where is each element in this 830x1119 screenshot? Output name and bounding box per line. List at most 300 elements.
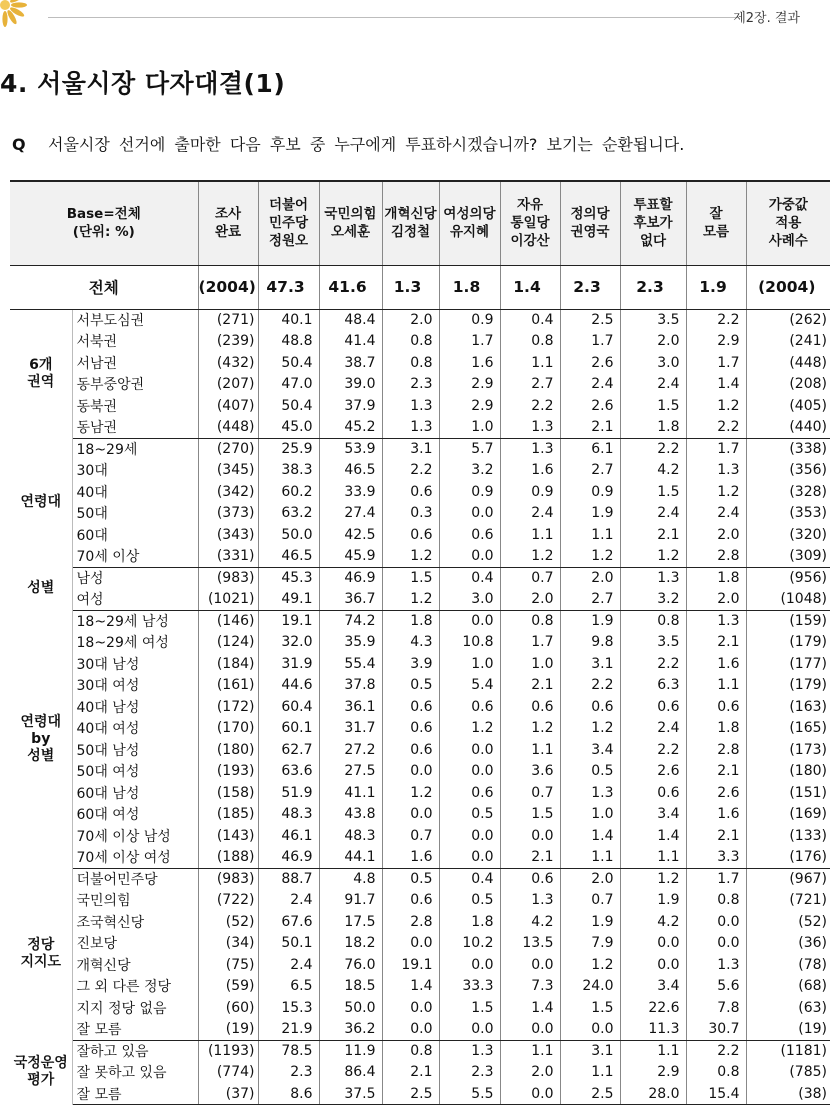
percent-cell: 32.0 [258, 632, 319, 654]
percent-cell: 1.7 [686, 438, 746, 460]
col-header-n [198, 181, 258, 265]
table-row [10, 976, 830, 998]
percent-cell: 36.1 [319, 696, 382, 718]
col-header-candidate-5 [500, 181, 560, 265]
percent-cell: 1.1 [620, 1040, 686, 1062]
percent-cell: 37.8 [319, 675, 382, 697]
header-line: 국민의힘 [324, 206, 377, 223]
sample-size-cell: (239) [198, 331, 258, 353]
table-row [10, 374, 830, 396]
percent-cell: 2.8 [686, 546, 746, 568]
sample-size-cell: (60) [198, 997, 258, 1019]
percent-cell: 0.9 [439, 481, 500, 503]
col-header-base [10, 181, 198, 265]
percent-cell: 2.4 [620, 374, 686, 396]
row-label: 60대 [76, 527, 108, 544]
percent-cell: 0.8 [500, 331, 560, 353]
group-label-line: 6개 [29, 356, 53, 373]
percent-cell: 37.9 [319, 395, 382, 417]
total-cell: 47.3 [258, 265, 319, 309]
header-line: 적용 [775, 215, 802, 232]
weighted-size-cell: (151) [746, 782, 830, 804]
percent-cell: 4.2 [500, 911, 560, 933]
percent-cell: 2.4 [500, 503, 560, 525]
percent-cell: 1.9 [560, 911, 620, 933]
sample-size-cell: (373) [198, 503, 258, 525]
percent-cell: 6.3 [620, 675, 686, 697]
percent-cell: 0.0 [382, 1019, 439, 1041]
percent-cell: 1.3 [500, 438, 560, 460]
weighted-size-cell: (63) [746, 997, 830, 1019]
table-row [10, 954, 830, 976]
row-label: 개혁신당 [76, 957, 131, 974]
percent-cell: 3.1 [560, 653, 620, 675]
header-line: 민주당 [268, 215, 309, 232]
percent-cell: 3.0 [439, 589, 500, 611]
percent-cell: 86.4 [319, 1062, 382, 1084]
percent-cell: 2.0 [500, 589, 560, 611]
percent-cell: 2.2 [620, 653, 686, 675]
percent-cell: 2.0 [686, 589, 746, 611]
group-label-line: 연령대 [20, 713, 62, 730]
percent-cell: 1.6 [686, 804, 746, 826]
header-line: 통일당 [510, 215, 550, 232]
row-label: 진보당 [76, 936, 118, 953]
percent-cell: 0.6 [560, 696, 620, 718]
group-label-line: by [31, 730, 51, 747]
weighted-size-cell: (721) [746, 890, 830, 912]
percent-cell: 5.4 [439, 675, 500, 697]
row-label: 60대 남성 [76, 785, 140, 802]
percent-cell: 0.5 [560, 761, 620, 783]
percent-cell: 1.5 [500, 804, 560, 826]
percent-cell: 0.0 [686, 933, 746, 955]
percent-cell: 2.1 [620, 524, 686, 546]
percent-cell: 0.8 [620, 610, 686, 632]
percent-cell: 3.4 [620, 804, 686, 826]
table-row [10, 503, 830, 525]
percent-cell: 2.1 [686, 761, 746, 783]
percent-cell: 50.1 [258, 933, 319, 955]
percent-cell: 1.7 [439, 331, 500, 353]
percent-cell: 42.5 [319, 524, 382, 546]
percent-cell: 1.2 [686, 395, 746, 417]
table-row [10, 460, 830, 482]
percent-cell: 50.4 [258, 395, 319, 417]
percent-cell: 2.4 [258, 954, 319, 976]
percent-cell: 0.0 [500, 1019, 560, 1041]
percent-cell: 1.2 [686, 481, 746, 503]
percent-cell: 0.7 [382, 825, 439, 847]
percent-cell: 1.2 [620, 868, 686, 890]
group-label-line: 연령대 [20, 494, 62, 510]
percent-cell: 0.6 [439, 696, 500, 718]
col-header-weighted-n [746, 181, 830, 265]
percent-cell: 45.9 [319, 546, 382, 568]
percent-cell: 2.1 [500, 847, 560, 869]
row-label: 40대 여성 [76, 721, 140, 738]
percent-cell: 1.3 [686, 954, 746, 976]
header-line: 자유 [516, 197, 544, 214]
percent-cell: 27.4 [319, 503, 382, 525]
row-label: 동부중앙권 [76, 377, 145, 394]
row-label: 잘 못하고 있음 [76, 1065, 167, 1082]
weighted-size-cell: (36) [746, 933, 830, 955]
percent-cell: 33.3 [439, 976, 500, 998]
percent-cell: 1.2 [439, 718, 500, 740]
percent-cell: 1.3 [382, 417, 439, 439]
weighted-size-cell: (785) [746, 1062, 830, 1084]
percent-cell: 1.4 [500, 997, 560, 1019]
group-label-line: 평가 [27, 1072, 55, 1089]
percent-cell: 2.9 [439, 374, 500, 396]
row-label: 30대 남성 [76, 656, 140, 673]
percent-cell: 3.4 [560, 739, 620, 761]
percent-cell: 1.4 [620, 825, 686, 847]
table-row [10, 868, 830, 890]
percent-cell: 1.2 [560, 718, 620, 740]
percent-cell: 0.0 [439, 610, 500, 632]
percent-cell: 63.2 [258, 503, 319, 525]
percent-cell: 0.0 [382, 997, 439, 1019]
col-header-candidate-3 [382, 181, 439, 265]
sample-size-cell: (983) [198, 868, 258, 890]
weighted-size-cell: (179) [746, 675, 830, 697]
percent-cell: 21.9 [258, 1019, 319, 1041]
group-label-line: 지지도 [20, 954, 62, 970]
percent-cell: 1.6 [500, 460, 560, 482]
percent-cell: 78.5 [258, 1040, 319, 1062]
percent-cell: 2.0 [382, 309, 439, 331]
percent-cell: 2.3 [439, 1062, 500, 1084]
percent-cell: 1.1 [560, 1062, 620, 1084]
percent-cell: 0.0 [500, 954, 560, 976]
percent-cell: 0.8 [382, 352, 439, 374]
percent-cell: 2.8 [686, 739, 746, 761]
percent-cell: 1.4 [382, 976, 439, 998]
weighted-size-cell: (19) [746, 1019, 830, 1041]
percent-cell: 46.9 [258, 847, 319, 869]
percent-cell: 5.6 [686, 976, 746, 998]
percent-cell: 46.1 [258, 825, 319, 847]
sample-size-cell: (34) [198, 933, 258, 955]
sample-size-cell: (1193) [198, 1040, 258, 1062]
percent-cell: 0.0 [686, 911, 746, 933]
page-title: 4. 서울시장 다자대결(1) [0, 69, 286, 98]
header-row [10, 181, 830, 265]
percent-cell: 7.3 [500, 976, 560, 998]
percent-cell: 18.2 [319, 933, 382, 955]
table-row [10, 481, 830, 503]
percent-cell: 0.6 [620, 782, 686, 804]
percent-cell: 2.2 [620, 438, 686, 460]
sample-size-cell: (207) [198, 374, 258, 396]
percent-cell: 49.1 [258, 589, 319, 611]
row-label: 국민의힘 [76, 893, 131, 910]
percent-cell: 0.9 [500, 481, 560, 503]
table-row [10, 675, 830, 697]
row-label: 서북권 [76, 334, 118, 351]
percent-cell: 41.4 [319, 331, 382, 353]
weighted-size-cell: (133) [746, 825, 830, 847]
percent-cell: 41.1 [319, 782, 382, 804]
percent-cell: 60.1 [258, 718, 319, 740]
percent-cell: 31.9 [258, 653, 319, 675]
row-label: 더불어민주당 [76, 872, 158, 888]
group-label-line: 정당 [27, 937, 55, 953]
percent-cell: 1.2 [382, 546, 439, 568]
percent-cell: 0.6 [439, 524, 500, 546]
percent-cell: 0.7 [560, 890, 620, 912]
weighted-size-cell: (448) [746, 352, 830, 374]
percent-cell: 33.9 [319, 481, 382, 503]
percent-cell: 1.6 [439, 352, 500, 374]
table-row [10, 546, 830, 568]
percent-cell: 7.8 [686, 997, 746, 1019]
header-line: 가중값 [768, 197, 808, 214]
percent-cell: 3.1 [560, 1040, 620, 1062]
sample-size-cell: (170) [198, 718, 258, 740]
percent-cell: 1.1 [686, 675, 746, 697]
percent-cell: 3.1 [382, 438, 439, 460]
percent-cell: 1.3 [500, 417, 560, 439]
percent-cell: 1.3 [686, 610, 746, 632]
percent-cell: 2.7 [500, 374, 560, 396]
percent-cell: 1.0 [439, 653, 500, 675]
percent-cell: 3.5 [620, 309, 686, 331]
table-row [10, 825, 830, 847]
sample-size-cell: (270) [198, 438, 258, 460]
percent-cell: 30.7 [686, 1019, 746, 1041]
percent-cell: 2.5 [560, 309, 620, 331]
percent-cell: 6.5 [258, 976, 319, 998]
percent-cell: 1.3 [500, 890, 560, 912]
sample-size-cell: (774) [198, 1062, 258, 1084]
table-row [10, 739, 830, 761]
header-line: 여성의당 [443, 206, 496, 223]
sample-size-cell: (52) [198, 911, 258, 933]
header-line: 정의당 [570, 206, 610, 223]
percent-cell: 22.6 [620, 997, 686, 1019]
percent-cell: 2.0 [560, 868, 620, 890]
percent-cell: 15.3 [258, 997, 319, 1019]
percent-cell: 40.1 [258, 309, 319, 331]
group-label [10, 868, 72, 1040]
percent-cell: 76.0 [319, 954, 382, 976]
percent-cell: 1.2 [382, 782, 439, 804]
percent-cell: 1.7 [560, 331, 620, 353]
table-row [10, 632, 830, 654]
sample-size-cell: (342) [198, 481, 258, 503]
sample-size-cell: (161) [198, 675, 258, 697]
weighted-size-cell: (163) [746, 696, 830, 718]
header-line: 없다 [639, 233, 667, 250]
percent-cell: 0.4 [439, 567, 500, 589]
percent-cell: 2.5 [382, 1083, 439, 1105]
total-cell: 1.9 [686, 265, 746, 309]
percent-cell: 1.6 [686, 653, 746, 675]
percent-cell: 0.4 [500, 309, 560, 331]
header-line: 김정철 [390, 224, 431, 241]
percent-cell: 91.7 [319, 890, 382, 912]
percent-cell: 3.3 [686, 847, 746, 869]
table-row [10, 1083, 830, 1105]
percent-cell: 2.0 [686, 524, 746, 546]
weighted-size-cell: (956) [746, 567, 830, 589]
percent-cell: 0.0 [560, 1019, 620, 1041]
percent-cell: 1.7 [500, 632, 560, 654]
table-row [10, 309, 830, 331]
percent-cell: 38.3 [258, 460, 319, 482]
header-line: 잘 [709, 206, 723, 223]
row-label: 30대 [76, 463, 108, 480]
percent-cell: 27.2 [319, 739, 382, 761]
table-row [10, 911, 830, 933]
percent-cell: 0.6 [500, 868, 560, 890]
row-label: 남성 [76, 571, 104, 587]
percent-cell: 2.6 [560, 395, 620, 417]
group-label [10, 610, 72, 868]
header-line: 투표할 [633, 197, 673, 214]
row-label: 잘 모름 [72, 1083, 198, 1105]
table-row [10, 933, 830, 955]
group-label-line: 성별 [27, 580, 55, 596]
row-label: 60대 여성 [76, 807, 140, 824]
percent-cell: 37.5 [319, 1083, 382, 1105]
weighted-size-cell: (176) [746, 847, 830, 869]
row-label: 40대 남성 [76, 699, 140, 716]
table-row [10, 610, 830, 632]
sample-size-cell: (343) [198, 524, 258, 546]
percent-cell: 2.7 [560, 589, 620, 611]
row-label: 18~29세 [76, 442, 138, 458]
percent-cell: 13.5 [500, 933, 560, 955]
percent-cell: 0.0 [620, 954, 686, 976]
row-label: 70세 이상 여성 [72, 847, 198, 869]
percent-cell: 1.9 [560, 503, 620, 525]
percent-cell: 2.0 [560, 567, 620, 589]
percent-cell: 2.1 [560, 417, 620, 439]
percent-cell: 0.0 [439, 546, 500, 568]
percent-cell: 0.0 [620, 933, 686, 955]
sample-size-cell: (448) [198, 417, 258, 439]
percent-cell: 11.9 [319, 1040, 382, 1062]
header-line: 오세훈 [330, 224, 371, 241]
table-row [10, 352, 830, 374]
percent-cell: 2.8 [382, 911, 439, 933]
total-cell: 1.3 [382, 265, 439, 309]
percent-cell: 2.9 [620, 1062, 686, 1084]
percent-cell: 28.0 [620, 1083, 686, 1105]
percent-cell: 1.5 [439, 997, 500, 1019]
percent-cell: 67.6 [258, 911, 319, 933]
percent-cell: 2.0 [500, 1062, 560, 1084]
percent-cell: 46.9 [319, 567, 382, 589]
percent-cell: 1.4 [560, 825, 620, 847]
row-label: 동북권 [76, 398, 118, 415]
percent-cell: 18.5 [319, 976, 382, 998]
table-row [10, 1019, 830, 1041]
header-line: 모름 [702, 224, 730, 241]
chapter-label: 제2장. 결과 [733, 11, 800, 26]
percent-cell: 63.6 [258, 761, 319, 783]
percent-cell: 0.0 [439, 761, 500, 783]
percent-cell: 45.0 [258, 417, 319, 439]
percent-cell: 1.5 [382, 567, 439, 589]
percent-cell: 25.9 [258, 438, 319, 460]
total-row [10, 265, 830, 309]
total-cell: 1.8 [439, 265, 500, 309]
percent-cell: 0.6 [382, 481, 439, 503]
percent-cell: 48.3 [319, 825, 382, 847]
row-label: 50대 여성 [76, 764, 140, 781]
sample-size-cell: (1021) [198, 589, 258, 611]
percent-cell: 2.9 [686, 331, 746, 353]
percent-cell: 0.0 [382, 761, 439, 783]
percent-cell: 2.7 [560, 460, 620, 482]
group-label [10, 567, 72, 610]
percent-cell: 3.9 [382, 653, 439, 675]
percent-cell: 2.1 [382, 1062, 439, 1084]
percent-cell: 7.9 [560, 933, 620, 955]
percent-cell: 1.8 [686, 718, 746, 740]
sample-size-cell: (143) [198, 825, 258, 847]
percent-cell: 6.1 [560, 438, 620, 460]
percent-cell: 60.4 [258, 696, 319, 718]
weighted-size-cell: (177) [746, 653, 830, 675]
row-label: 여성 [72, 589, 198, 611]
percent-cell: 39.0 [319, 374, 382, 396]
percent-cell: 2.4 [620, 503, 686, 525]
row-label: 30대 여성 [76, 678, 140, 695]
row-label: 70세 이상 [72, 546, 198, 568]
percent-cell: 1.1 [560, 847, 620, 869]
percent-cell: 1.4 [686, 374, 746, 396]
group-label-line: 권역 [27, 373, 55, 390]
percent-cell: 8.6 [258, 1083, 319, 1105]
row-label: 18~29세 여성 [76, 635, 169, 652]
sun-logo-icon [0, 0, 34, 34]
table-row [10, 653, 830, 675]
percent-cell: 35.9 [319, 632, 382, 654]
percent-cell: 0.8 [686, 1062, 746, 1084]
col-header-dont-know [686, 181, 746, 265]
percent-cell: 45.3 [258, 567, 319, 589]
row-label: 조국혁신당 [76, 914, 145, 931]
percent-cell: 1.3 [382, 395, 439, 417]
percent-cell: 50.0 [258, 524, 319, 546]
weighted-size-cell: (68) [746, 976, 830, 998]
header-line: (단위: %) [72, 224, 135, 241]
table-row [10, 417, 830, 439]
percent-cell: 46.5 [258, 546, 319, 568]
percent-cell: 5.7 [439, 438, 500, 460]
row-label: 잘 모름 [72, 1019, 198, 1041]
row-label: 18~29세 남성 [76, 614, 169, 630]
percent-cell: 0.6 [382, 718, 439, 740]
percent-cell: 2.2 [560, 675, 620, 697]
sample-size-cell: (193) [198, 761, 258, 783]
percent-cell: 0.7 [500, 782, 560, 804]
row-label: 70세 이상 남성 [76, 828, 171, 845]
percent-cell: 17.5 [319, 911, 382, 933]
percent-cell: 44.6 [258, 675, 319, 697]
percent-cell: 1.6 [382, 847, 439, 869]
weighted-size-cell: (320) [746, 524, 830, 546]
total-cell: 2.3 [620, 265, 686, 309]
percent-cell: 10.2 [439, 933, 500, 955]
percent-cell: 1.9 [620, 890, 686, 912]
